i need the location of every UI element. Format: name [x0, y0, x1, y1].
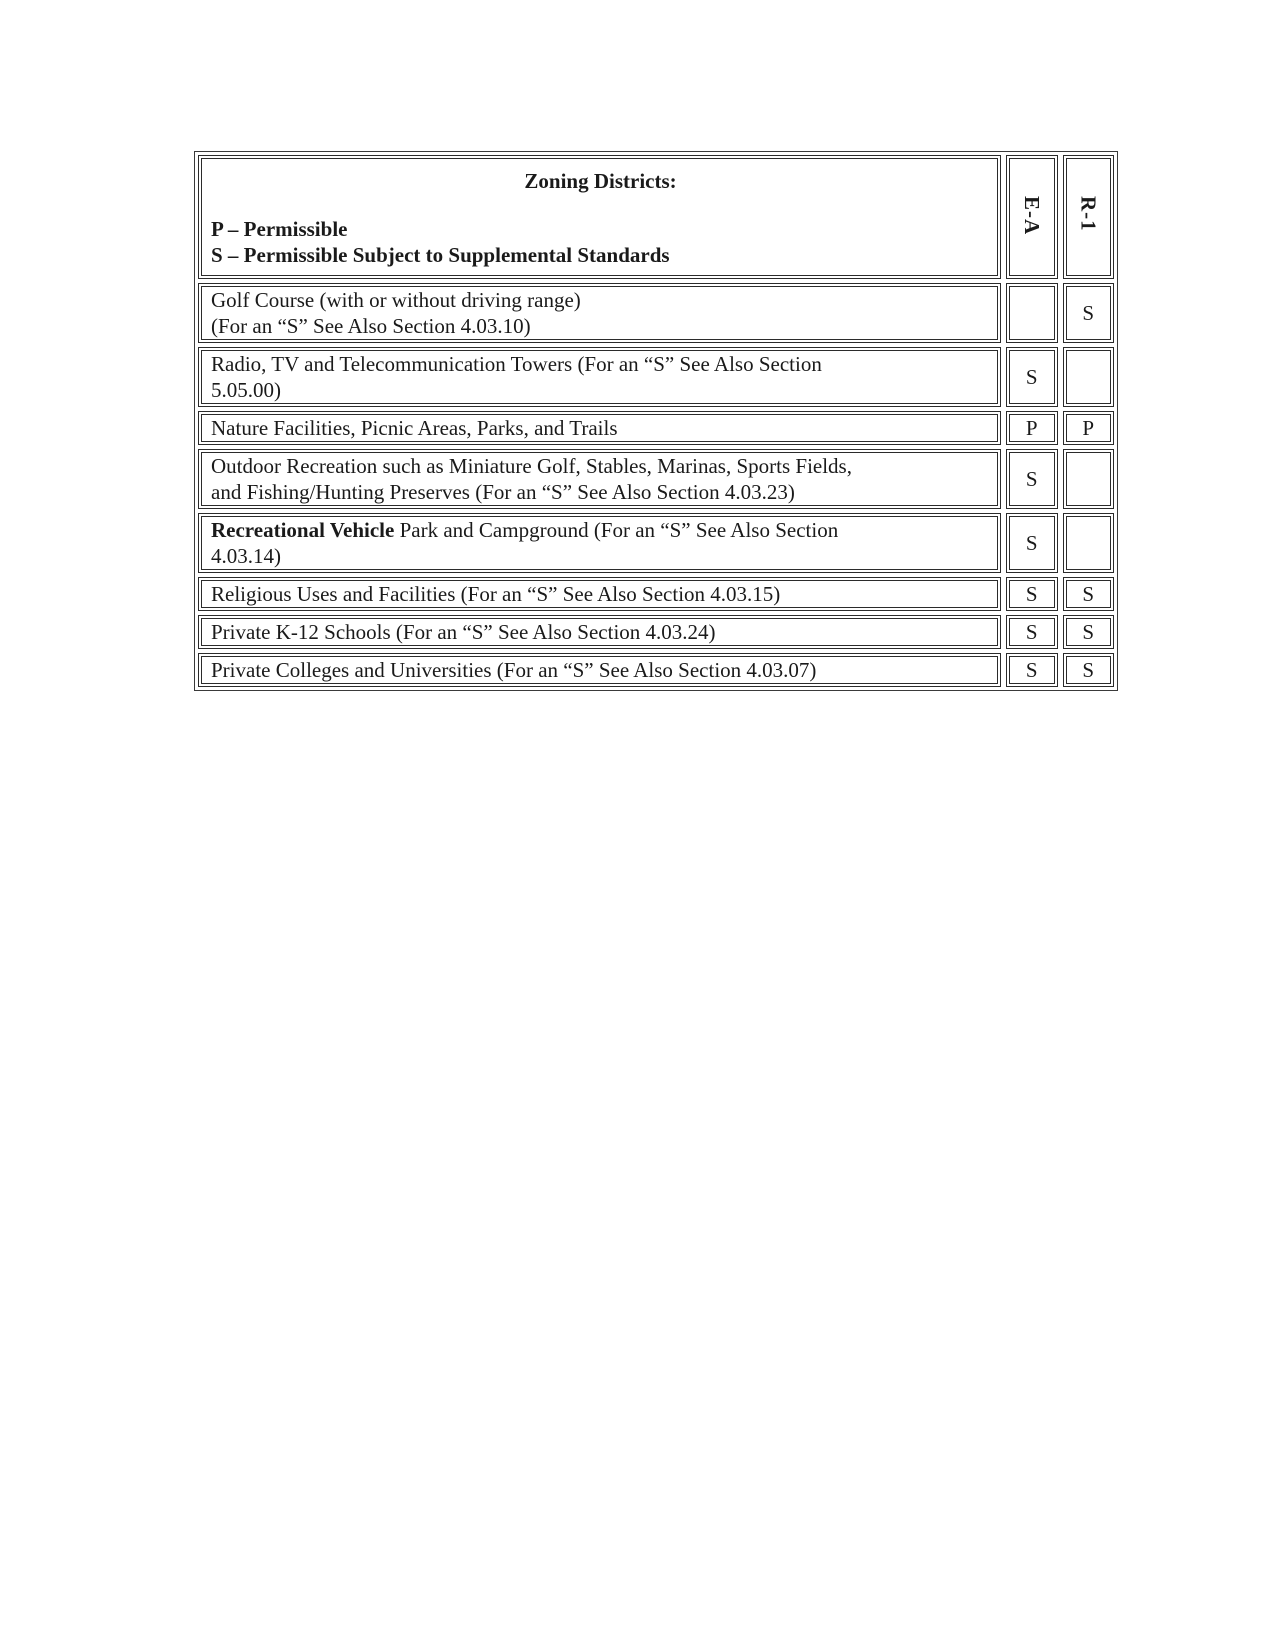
- zoning-table-frame: [194, 151, 1118, 691]
- r1-cell: P: [1063, 411, 1115, 445]
- ea-cell: S: [1006, 347, 1057, 407]
- use-line: Golf Course (with or without driving range): [211, 288, 581, 312]
- use-line: Radio, TV and Telecommunication Towers (For an “S” See Also Section: [211, 352, 822, 376]
- use-line: Private K-12 Schools (For an “S” See Also Section 4.03.24): [211, 620, 716, 644]
- table-row: [198, 347, 1114, 407]
- use-cell: [198, 347, 1001, 407]
- ea-cell: S: [1006, 513, 1057, 573]
- use-line: Outdoor Recreation such as Miniature Golf, Stables, Marinas, Sports Fields,: [211, 454, 852, 478]
- use-cell: [198, 449, 1001, 509]
- use-cell: [198, 513, 1001, 573]
- use-line: Religious Uses and Facilities (For an “S” See Also Section 4.03.15): [211, 582, 781, 606]
- use-line: Private Colleges and Universities (For an “S” See Also Section 4.03.07): [211, 658, 817, 682]
- column-label-r1: R-1: [1076, 196, 1101, 232]
- legend-permissible: P – Permissible: [211, 217, 348, 241]
- use-cell: [198, 411, 1001, 445]
- r1-cell: S: [1063, 577, 1115, 611]
- r1-cell: [1063, 449, 1115, 509]
- r1-cell: S: [1063, 283, 1115, 343]
- use-line-rest: Park and Campground (For an “S” See Also Section: [394, 518, 839, 542]
- use-line: (For an “S” See Also Section 4.03.10): [211, 314, 531, 338]
- ea-cell: S: [1006, 653, 1057, 687]
- r1-cell: [1063, 513, 1115, 573]
- r1-cell: [1063, 347, 1115, 407]
- legend-supplemental: S – Permissible Subject to Supplemental Standards: [211, 243, 670, 267]
- r1-cell: S: [1063, 653, 1115, 687]
- table-row: [198, 653, 1114, 687]
- ea-cell: S: [1006, 615, 1057, 649]
- use-cell: [198, 283, 1001, 343]
- column-header-r1: [1063, 155, 1115, 279]
- ea-cell: P: [1006, 411, 1057, 445]
- use-cell: [198, 615, 1001, 649]
- ea-cell: S: [1006, 577, 1057, 611]
- use-line: 5.05.00): [211, 378, 281, 402]
- use-line-with-bold-lead: [211, 517, 990, 543]
- column-header-ea: [1006, 155, 1057, 279]
- ea-cell: S: [1006, 449, 1057, 509]
- use-cell: [198, 577, 1001, 611]
- table-row: [198, 615, 1114, 649]
- use-line: and Fishing/Hunting Preserves (For an “S” See Also Section 4.03.23): [211, 480, 795, 504]
- use-line: 4.03.14): [211, 544, 281, 568]
- table-header-row: [198, 155, 1114, 279]
- zoning-table: [193, 151, 1119, 691]
- table-row: [198, 449, 1114, 509]
- use-line: Nature Facilities, Picnic Areas, Parks, and Trails: [211, 416, 618, 440]
- table-row: [198, 513, 1114, 573]
- header-cell: [198, 155, 1001, 279]
- use-cell: [198, 653, 1001, 687]
- r1-cell: S: [1063, 615, 1115, 649]
- table-row: [198, 283, 1114, 343]
- table-title: Zoning Districts:: [524, 169, 677, 193]
- ea-cell: [1006, 283, 1057, 343]
- column-label-ea: E-A: [1019, 196, 1044, 236]
- table-row: [198, 577, 1114, 611]
- table-row: [198, 411, 1114, 445]
- use-bold-lead: Recreational Vehicle: [211, 518, 395, 542]
